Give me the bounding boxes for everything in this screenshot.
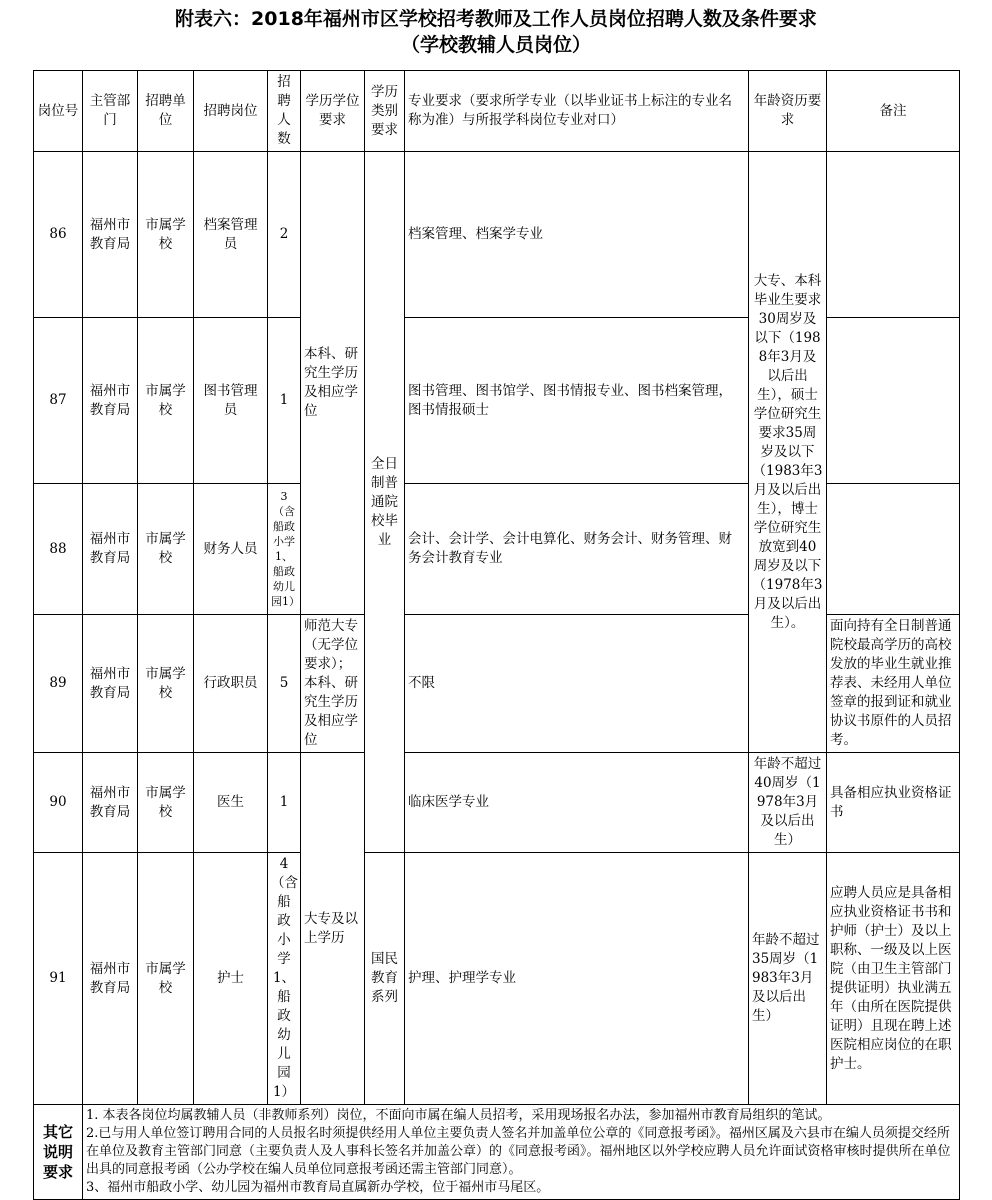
title-line1: 附表六：2018年福州市区学校招考教师及工作人员岗位招聘人数及条件要求: [175, 8, 817, 30]
count: 5: [268, 615, 301, 753]
unit: 市属学校: [138, 152, 194, 318]
remark: 应聘人员应是具备相应执业资格证书书和护师（护士）及以上职称、一级及以上医院（由卫生主管部门提供证明）执业满五年（由所在医院提供证明）且现在聘上述医院相应岗位的在职护士。: [827, 853, 960, 1105]
page-title: [0, 6, 992, 58]
dept: 福州市教育局: [83, 318, 138, 484]
unit: 市属学校: [138, 484, 194, 615]
header-age: 年龄资历要求: [749, 71, 827, 152]
post: 行政职员: [194, 615, 268, 753]
unit: 市属学校: [138, 753, 194, 853]
post-no: 91: [34, 853, 83, 1105]
post-no: 86: [34, 152, 83, 318]
notes-row: [34, 1105, 960, 1200]
age-requirement: 大专、本科毕业生要求30周岁及以下（1988年3月及以后出生），硕士学位研究生要求35周岁及以下（1983年3月及以后出生），博士学位研究生放宽到40周岁及以下（1978年3月及以后出生）。: [749, 152, 827, 753]
major-requirement: 护理、护理学专业: [405, 853, 749, 1105]
degree-requirement: 本科、研究生学历及相应学位: [301, 152, 365, 615]
note-item: 3、福州市船政小学、幼儿园为福州市教育局直属新办学校，位于福州市马尾区。: [86, 1180, 550, 1195]
degree-requirement: 大专及以上学历: [301, 753, 365, 1105]
count: 2: [268, 152, 301, 318]
header-edu-type: 学历类别要求: [365, 71, 405, 152]
post: 医生: [194, 753, 268, 853]
post-no: 90: [34, 753, 83, 853]
title-line2: （学校教辅人员岗位）: [400, 34, 591, 56]
header-row: [34, 71, 960, 152]
count: 3（含船政小学1、船政幼儿园1）: [268, 484, 301, 615]
edu-type-requirement: 国民教育系列: [365, 853, 405, 1105]
degree-requirement: 师范大专（无学位要求）；本科、研究生学历及相应学位: [301, 615, 365, 753]
major-requirement: 会计、会计学、会计电算化、财务会计、财务管理、财务会计教育专业: [405, 484, 749, 615]
remark: 面向持有全日制普通院校最高学历的高校发放的毕业生就业推荐表、未经用人单位签章的报到证和就业协议书原件的人员招考。: [827, 615, 960, 753]
dept: 福州市教育局: [83, 152, 138, 318]
age-requirement: 年龄不超过35周岁（1983年3月及以后出生）: [749, 853, 827, 1105]
age-requirement: 年龄不超过40周岁（1978年3月及以后出生）: [749, 753, 827, 853]
header-remark: 备注: [827, 71, 960, 152]
post-no: 89: [34, 615, 83, 753]
major-requirement: 档案管理、档案学专业: [405, 152, 749, 318]
table-row: [34, 152, 960, 318]
major-requirement: 图书管理、图书馆学、图书情报专业、图书档案管理，图书情报硕士: [405, 318, 749, 484]
dept: 福州市教育局: [83, 615, 138, 753]
header-count: 招聘人数: [268, 71, 301, 152]
post: 图书管理员: [194, 318, 268, 484]
header-post-no: 岗位号: [34, 71, 83, 152]
notes-content: [83, 1105, 960, 1200]
remark: [827, 484, 960, 615]
unit: 市属学校: [138, 318, 194, 484]
count: 1: [268, 318, 301, 484]
count: 4（含船政小学1、船政幼儿园1）: [268, 853, 301, 1105]
post-no: 88: [34, 484, 83, 615]
dept: 福州市教育局: [83, 484, 138, 615]
remark: [827, 318, 960, 484]
major-requirement: 不限: [405, 615, 749, 753]
post: 档案管理员: [194, 152, 268, 318]
table-row: [34, 753, 960, 853]
header-dept: 主管部门: [83, 71, 138, 152]
edu-type-requirement: 全日制普通院校毕业: [365, 152, 405, 853]
post-no: 87: [34, 318, 83, 484]
count: 1: [268, 753, 301, 853]
table-row: [34, 853, 960, 1105]
remark: 具备相应执业资格证书: [827, 753, 960, 853]
notes-label: 其它说明要求: [34, 1105, 83, 1200]
header-unit: 招聘单位: [138, 71, 194, 152]
unit: 市属学校: [138, 853, 194, 1105]
note-item: 1. 本表各岗位均属教辅人员（非教师系列）岗位，不面向市属在编人员招考，采用现场报名办法，参加福州市教育局组织的笔试。: [86, 1108, 831, 1123]
remark: [827, 152, 960, 318]
note-item: 2.已与用人单位签订聘用合同的人员报名时须提供经用人单位主要负责人签名并加盖单位公章的《同意报考函》。福州区属及六县市在编人员须提交经所在单位及教育主管部门同意（主要负责人及人事科长签名并加盖公章）的《同意报考函》。福州地区以外学校应聘人员允许面试资格审核时提供所在单位出具的同意报考函（公办学校在编人员单位同意报考函还需主管部门同意）。: [86, 1126, 951, 1177]
unit: 市属学校: [138, 615, 194, 753]
dept: 福州市教育局: [83, 753, 138, 853]
post: 财务人员: [194, 484, 268, 615]
dept: 福州市教育局: [83, 853, 138, 1105]
post: 护士: [194, 853, 268, 1105]
header-major: 专业要求（要求所学专业（以毕业证书上标注的专业名称为准）与所报学科岗位专业对口）: [405, 71, 749, 152]
header-degree: 学历学位要求: [301, 71, 365, 152]
header-post: 招聘岗位: [194, 71, 268, 152]
major-requirement: 临床医学专业: [405, 753, 749, 853]
recruitment-table: [33, 70, 960, 1200]
